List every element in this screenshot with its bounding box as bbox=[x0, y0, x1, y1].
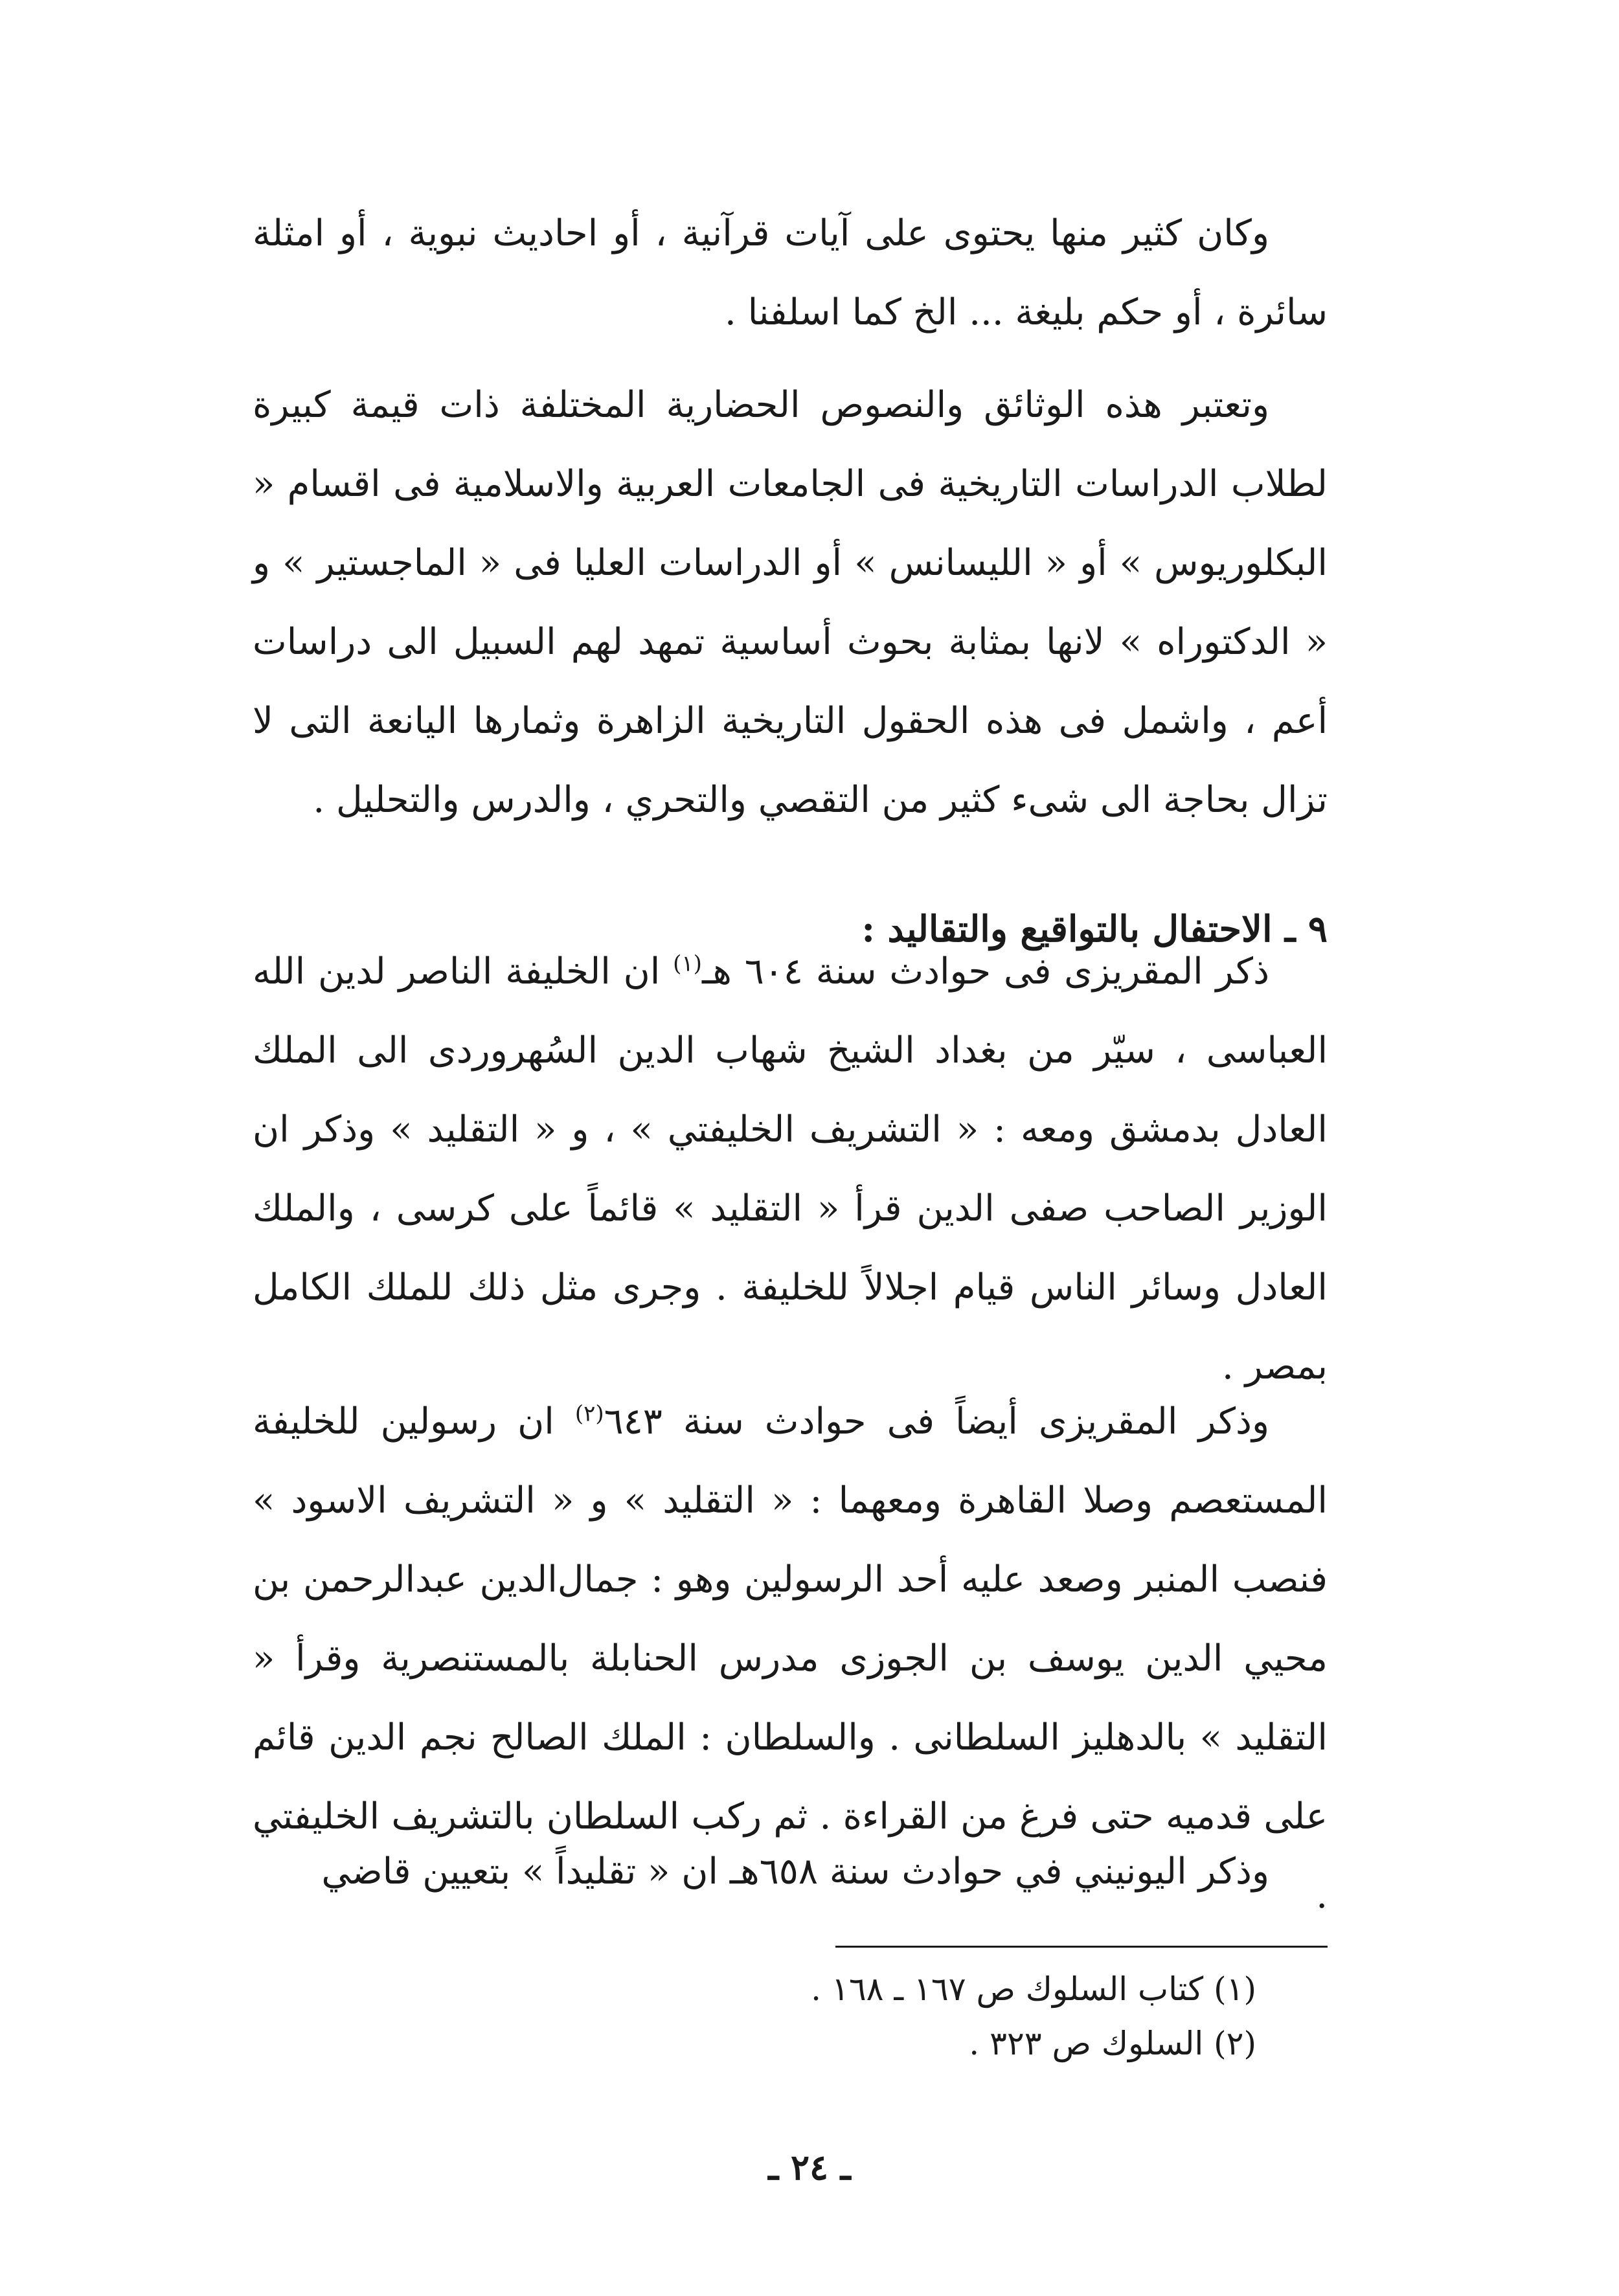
paragraph-1: وكان كثير منها يحتوى على آيات قرآنية ، أو احاديث نبوية ، أو امثلة سائرة ، أو حكم بليغة ... الخ كما اسلفنا . bbox=[253, 212, 1328, 333]
paragraph-4-rest: ان رسولين للخليفة المستعصم وصلا القاهرة ومعهما : « التقليد » و « التشريف الاسود » فنصب المنبر وصعد عليه أحد الرسولين وهو : جمال‌الدين عبدالرحمن بن محيي الدين يوسف بن الجوزى مدرس الحنابلة بالمستنصرية وقرأ « التقليد » بالدهليز السلطانى . والسلطان : الملك الصالح نجم الدين قائم على قدميه حتى فرغ من القراءة . ثم ركب السلطان بالتشريف الخليفتي . bbox=[253, 1401, 1328, 1917]
paragraph-5: وذكر اليونيني في حوادث سنة ٦٥٨هـ ان « تقليداً » بتعيين قاضي bbox=[321, 1851, 1269, 1893]
paragraph-3-rest: ان الخليفة الناصر لدين الله العباسى ، سيّر من بغداد الشيخ شهاب الدين السُهروردى الى الملك العادل بدمشق ومعه : « التشريف الخليفتي » ، و « التقليد » وذكر ان الوزير الصاحب صفى الدين قرأ « التقليد » قائماً على كرسى ، والملك العادل وسائر الناس قيام اجلالاً للخليفة . وجرى مثل ذلك للملك الكامل بمصر . bbox=[253, 951, 1328, 1388]
paragraph-4-start: وذكر المقريزى أيضاً فى حوادث سنة ٦٤٣ bbox=[604, 1401, 1269, 1443]
footnote-ref-2: (٢) bbox=[574, 1401, 604, 1427]
footnote-1: (١) كتاب السلوك ص ١٦٧ ـ ١٦٨ . bbox=[811, 1970, 1256, 2008]
footnote-ref-1: (١) bbox=[673, 951, 702, 977]
section-heading: ٩ ـ الاحتفال بالتواقيع والتقاليد : bbox=[861, 908, 1328, 951]
page-number: ـ ٢٤ ـ bbox=[768, 2146, 851, 2188]
paragraph-2: وتعتبر هذه الوثائق والنصوص الحضارية المختلفة ذات قيمة كبيرة لطلاب الدراسات التاريخية فى الجامعات العربية والاسلامية فى اقسام « البكلوريوس » أو « الليسانس » أو الدراسات العليا فى « الماجستير » و « الدكتوراه » لانها بمثابة بحوث أساسية تمهد لهم السبيل الى دراسات أعم ، واشمل فى هذه الحقول التاريخية الزاهرة وثمارها اليانعة التى لا تزال بحاجة الى شىء كثير من التقصي والتحري ، والدرس والتحليل . bbox=[253, 384, 1328, 821]
paragraph-3 bbox=[253, 932, 1328, 1406]
footnotes bbox=[811, 1962, 1256, 2071]
footnote-2: (٢) السلوك ص ٣٢٣ . bbox=[969, 2025, 1256, 2062]
footnote-divider bbox=[835, 1946, 1328, 1948]
paragraph-3-start: ذكر المقريزى فى حوادث سنة ٦٠٤ هـ bbox=[701, 951, 1270, 993]
